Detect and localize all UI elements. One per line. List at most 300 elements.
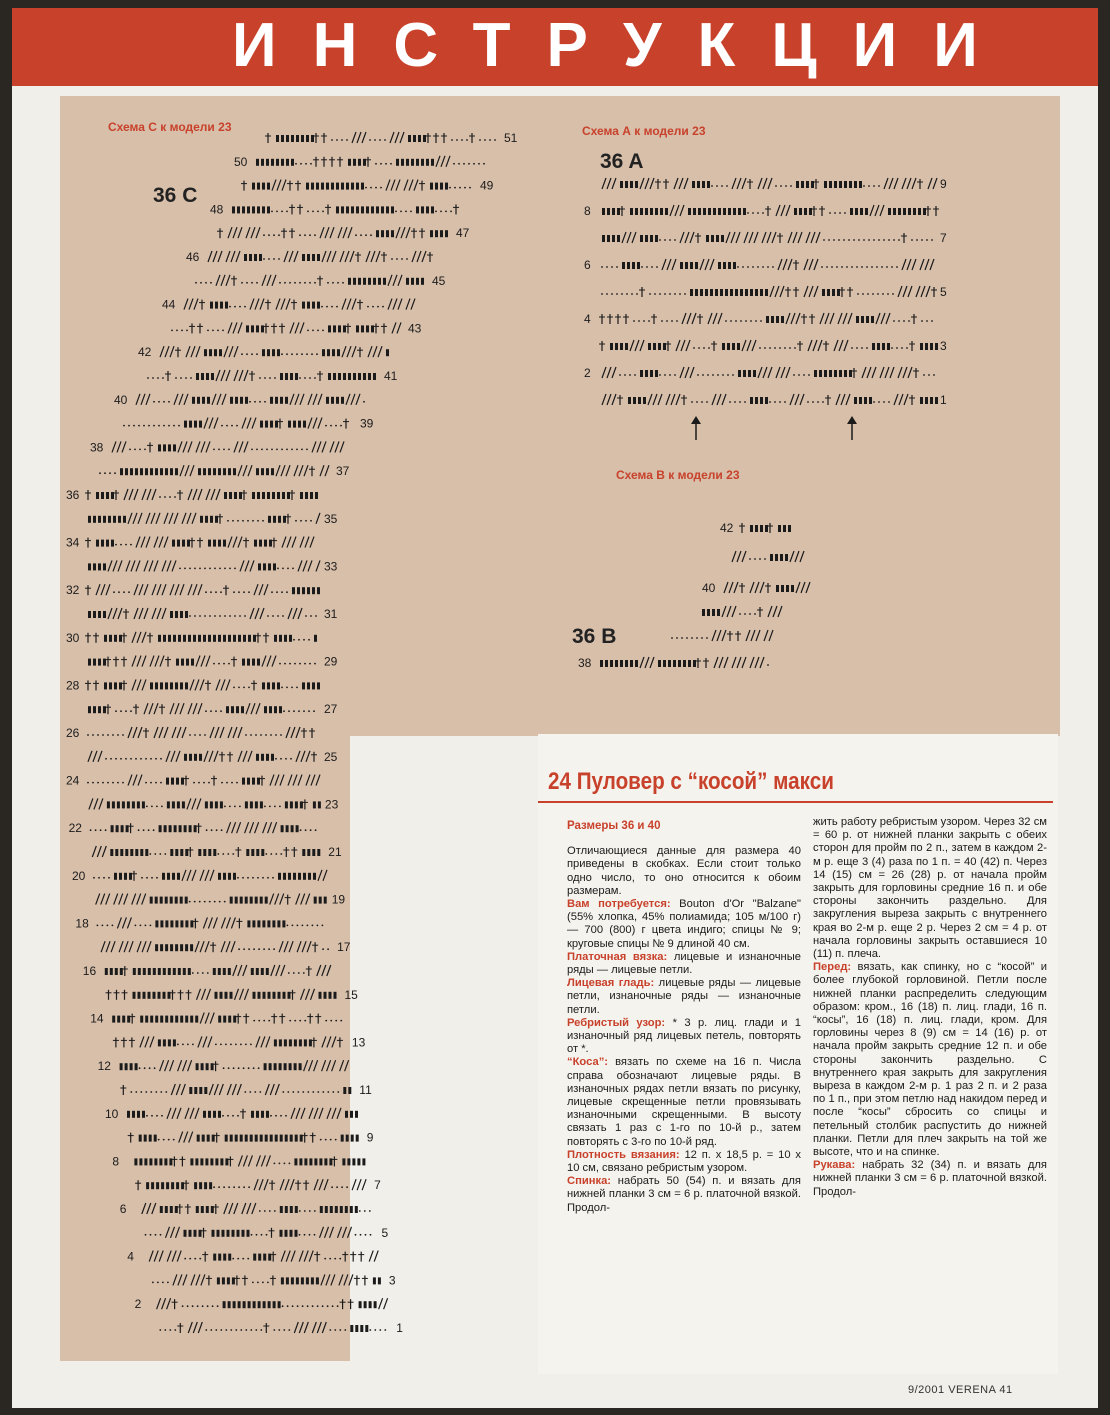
chart-dot: [745, 320, 747, 322]
chart-bar: [101, 540, 104, 547]
chart-stroke: [811, 232, 815, 243]
chart-bar: [208, 540, 211, 547]
chart-stroke: [261, 1155, 265, 1166]
chart-bar: [850, 208, 853, 215]
chart-bar: [335, 1206, 338, 1213]
row-number: 40: [702, 581, 716, 595]
chart-stroke: [612, 394, 616, 405]
chart-stroke: [226, 917, 230, 928]
chart-dot: [664, 293, 666, 295]
chart-bar: [175, 849, 178, 856]
chart-dot: [262, 877, 264, 879]
chart-dot: [147, 377, 149, 379]
chart-dot: [312, 1305, 314, 1307]
chart-stroke: [276, 299, 280, 310]
chart-bar: [353, 278, 356, 285]
chart-bar: [723, 208, 726, 215]
chart-bar: [935, 343, 938, 350]
paragraph-text: лицевые и изнаночные ряды — лицевые петли.: [567, 950, 801, 977]
chart-bar: [267, 206, 270, 213]
chart-bar: [228, 468, 231, 475]
chart-stroke: [884, 178, 888, 189]
chart-stroke: [296, 894, 300, 905]
chart-dot: [236, 425, 238, 427]
chart-bar: [284, 1063, 287, 1070]
chart-bar: [660, 208, 663, 215]
chart-bar: [273, 1301, 276, 1308]
chart-dot: [676, 320, 678, 322]
chart-dot: [150, 758, 152, 760]
chart-dot: [217, 853, 219, 855]
chart-bar: [663, 660, 666, 667]
chart-dot: [219, 615, 221, 617]
chart-stroke: [133, 775, 137, 786]
chart-dot: [150, 1234, 152, 1236]
chart-bar: [165, 1016, 168, 1023]
chart-stroke: [177, 727, 181, 738]
chart-bar: [378, 278, 381, 285]
chart-bar: [254, 540, 257, 547]
chart-stroke: [778, 606, 782, 617]
chart-stroke: [397, 322, 401, 333]
chart-stroke: [221, 679, 225, 690]
chart-stroke: [680, 367, 684, 378]
chart-bar: [310, 492, 313, 499]
chart-dot: [473, 163, 475, 165]
chart-stroke: [320, 1227, 324, 1238]
term-label: Платочная вязка:: [567, 950, 668, 963]
chart-stroke: [188, 1322, 192, 1333]
row-number: 8: [112, 1154, 120, 1169]
chart-bar: [227, 1277, 230, 1284]
chart-stroke: [203, 1036, 207, 1047]
chart-bar: [313, 801, 316, 808]
chart-dot: [335, 425, 337, 427]
chart-dot: [248, 948, 250, 950]
chart-bar: [188, 968, 191, 975]
chart-dot: [246, 282, 248, 284]
chart-bar: [262, 492, 265, 499]
chart-bar: [200, 1158, 203, 1165]
chart-stroke: [280, 775, 284, 786]
chart-bar: [396, 159, 399, 166]
row-number: 43: [408, 321, 422, 336]
chart-bar: [698, 208, 701, 215]
chart-bar: [243, 635, 246, 642]
chart-bar: [765, 289, 768, 296]
chart-bar: [801, 181, 804, 188]
chart-dot: [257, 1282, 259, 1284]
chart-dot: [238, 948, 240, 950]
chart-dot: [97, 734, 99, 736]
chart-dot: [139, 1067, 141, 1069]
chart-stroke: [607, 367, 611, 378]
chart-dot: [701, 401, 703, 403]
chart-dot: [217, 330, 219, 332]
chart-stroke: [167, 1251, 171, 1262]
chart-dot: [149, 853, 151, 855]
chart-dot: [239, 806, 241, 808]
chart-dot: [273, 948, 275, 950]
chart-bar: [280, 1135, 283, 1142]
chart-dot: [634, 374, 636, 376]
chart-dot: [245, 734, 247, 736]
chart-dot: [161, 1115, 163, 1117]
chart-bar: [114, 873, 117, 880]
chart-dot: [279, 806, 281, 808]
chart-bar: [755, 289, 758, 296]
chart-stroke: [198, 1322, 202, 1333]
chart-stroke: [332, 251, 336, 262]
chart-bar: [251, 325, 254, 332]
chart-stroke: [175, 703, 179, 714]
chart-dot: [253, 948, 255, 950]
chart-bar: [127, 1111, 130, 1118]
chart-bar: [416, 159, 419, 166]
chart-bar: [182, 540, 185, 547]
chart-dot: [193, 782, 195, 784]
chart-bar: [355, 1325, 358, 1332]
chart-bar: [139, 1135, 142, 1142]
row-number: 40: [114, 392, 128, 407]
chart-dot: [631, 293, 633, 295]
chart-bar: [247, 206, 250, 213]
chart-stroke: [296, 1108, 300, 1119]
chart-dot: [215, 591, 217, 593]
chart-stroke: [681, 340, 685, 351]
chart-bar: [213, 540, 216, 547]
chart-stroke: [650, 657, 654, 668]
chart-stroke: [254, 584, 258, 595]
chart-bar: [223, 635, 226, 642]
chart-bar: [256, 849, 259, 856]
chart-stroke: [804, 286, 808, 297]
chart-dot: [706, 401, 708, 403]
chart-dot: [898, 320, 900, 322]
chart-stroke: [162, 608, 166, 619]
chart-stroke: [217, 394, 221, 405]
chart-bar: [261, 849, 264, 856]
chart-bar: [271, 468, 274, 475]
chart-dot: [619, 374, 621, 376]
chart-dot: [243, 1067, 245, 1069]
chart-bar: [312, 302, 315, 309]
chart-dot: [173, 1139, 175, 1141]
chart-stroke: [312, 1322, 316, 1333]
chart-dot: [828, 239, 830, 241]
chart-bar: [198, 849, 201, 856]
chart-stroke: [340, 251, 344, 262]
article-column-right: [813, 816, 1047, 1199]
chart-dot: [289, 282, 291, 284]
chart-bar: [135, 468, 138, 475]
chart-stroke: [690, 367, 694, 378]
chart-bar: [272, 920, 275, 927]
chart-stroke: [886, 313, 890, 324]
chart-stroke: [245, 822, 249, 833]
chart-stroke: [113, 608, 117, 619]
chart-dot: [244, 306, 246, 308]
chart-bar: [356, 183, 359, 190]
chart-bar: [334, 992, 337, 999]
chart-dot: [739, 613, 741, 615]
chart-stroke: [813, 340, 817, 351]
chart-bar: [343, 1087, 346, 1094]
chart-stroke: [844, 340, 848, 351]
chart-stroke: [96, 894, 100, 905]
chart-bar: [760, 525, 763, 532]
chart-bar: [345, 1206, 348, 1213]
chart-dot: [159, 853, 161, 855]
chart-dot: [102, 782, 104, 784]
chart-dot: [293, 639, 295, 641]
right-paragraphs: [813, 816, 1047, 1199]
chart-bar: [236, 706, 239, 713]
chart-dot: [833, 239, 835, 241]
term-label: “Коса”:: [567, 1056, 609, 1069]
chart-dot: [194, 734, 196, 736]
chart-bar: [235, 897, 238, 904]
chart-stroke: [404, 180, 408, 191]
chart-dot: [163, 425, 165, 427]
chart-dot: [234, 306, 236, 308]
chart-dot: [888, 239, 890, 241]
chart-stroke: [174, 513, 178, 524]
chart-dot: [764, 558, 766, 560]
chart-bar: [160, 468, 163, 475]
chart-bar: [98, 516, 101, 523]
chart-stroke: [390, 132, 394, 143]
chart-bar: [180, 897, 183, 904]
chart-dot: [664, 239, 666, 241]
chart-dot: [278, 234, 280, 236]
chart-bar: [665, 208, 668, 215]
chart-stroke: [214, 418, 218, 429]
chart-dot: [190, 377, 192, 379]
chart-bar: [775, 554, 778, 561]
chart-bar: [207, 397, 210, 404]
chart-bar: [319, 897, 322, 904]
chart-dot: [298, 710, 300, 712]
chart-dot: [256, 449, 258, 451]
chart-dot: [194, 568, 196, 570]
chart-bar: [228, 1254, 231, 1261]
chart-bar: [175, 468, 178, 475]
chart-dot: [611, 266, 613, 268]
chart-stroke: [208, 917, 212, 928]
chart-stroke: [719, 657, 723, 668]
chart-dot: [177, 1044, 179, 1046]
chart-bar: [431, 159, 434, 166]
chart-dot: [226, 425, 228, 427]
chart-bar: [285, 373, 288, 380]
chart-stroke: [352, 346, 356, 357]
chart-dot: [326, 306, 328, 308]
chart-stroke: [165, 1060, 169, 1071]
chart-dot: [317, 1305, 319, 1307]
chart-stroke: [106, 941, 110, 952]
chart-dot: [273, 1329, 275, 1331]
chart-bar: [150, 682, 153, 689]
chart-stroke: [806, 582, 810, 593]
chart-stroke: [436, 156, 440, 167]
chart-stroke: [152, 489, 156, 500]
chart-dot: [649, 293, 651, 295]
chart-stroke: [207, 989, 211, 1000]
chart-dot: [140, 758, 142, 760]
chart-dot: [716, 185, 718, 187]
chart-stroke: [204, 751, 208, 762]
chart-stroke: [265, 1084, 269, 1095]
chart-stroke: [101, 584, 105, 595]
chart-stroke: [255, 299, 259, 310]
chart-bar: [261, 1111, 264, 1118]
chart-bar: [185, 611, 188, 618]
chart-bar: [130, 849, 133, 856]
chart-bar: [266, 968, 269, 975]
chart-stroke: [889, 178, 893, 189]
chart-stroke: [903, 367, 907, 378]
chart-bar: [640, 208, 643, 215]
chart-dot: [302, 1091, 304, 1093]
chart-dot: [240, 1044, 242, 1046]
scheme-b-label: 36 B: [572, 625, 617, 648]
chart-stroke: [398, 299, 402, 310]
chart-bar: [279, 706, 282, 713]
chart-stroke: [261, 1036, 265, 1047]
chart-dot: [708, 347, 710, 349]
chart-bar: [860, 208, 863, 215]
chart-dot: [606, 266, 608, 268]
chart-dot: [289, 1163, 291, 1165]
chart-stroke: [338, 1227, 342, 1238]
chart-bar: [445, 183, 448, 190]
chart-bar: [690, 289, 693, 296]
chart-stroke: [311, 775, 315, 786]
chart-bar: [232, 206, 235, 213]
chart-stroke: [287, 537, 291, 548]
chart-dot: [189, 615, 191, 617]
chart-bar: [160, 1016, 163, 1023]
chart-dot: [391, 258, 393, 260]
chart-bar: [224, 492, 227, 499]
chart-stroke: [275, 894, 279, 905]
chart-dot: [669, 293, 671, 295]
chart-bar: [228, 1301, 231, 1308]
chart-bar: [256, 968, 259, 975]
chart-bar: [267, 920, 270, 927]
chart-stroke: [294, 251, 298, 262]
chart-bar: [408, 135, 411, 142]
chart-dot: [284, 1163, 286, 1165]
chart-dot: [282, 568, 284, 570]
chart-bar: [771, 316, 774, 323]
chart-stroke: [162, 1298, 166, 1309]
chart-bar: [199, 754, 202, 761]
chart-dot: [325, 425, 327, 427]
chart-dot: [115, 758, 117, 760]
chart-dot: [241, 353, 243, 355]
chart-bar: [223, 1254, 226, 1261]
chart-dot: [280, 853, 282, 855]
chart-stroke: [119, 894, 123, 905]
chart-dot: [372, 306, 374, 308]
chart-bar: [299, 1063, 302, 1070]
chart-dot: [375, 163, 377, 165]
chart-stroke: [196, 656, 200, 667]
chart-bar: [242, 778, 245, 785]
chart-stroke: [175, 584, 179, 595]
chart-stroke: [160, 656, 164, 667]
chart-bar: [164, 825, 167, 832]
paragraph-text: вязать по схеме на 16 п. Числа справа обозначают лицевые ряды. В изнаночных рядах петли вязать по рисунку, лицевые скрещенные петли провязывать изнаночными скрещенными. В высоту связать 1 раз с 1-го по 10-й р., затем повторять с 3-го по 10-й ряд.: [567, 1056, 801, 1148]
chart-dot: [251, 1234, 253, 1236]
chart-bar: [246, 325, 249, 332]
chart-dot: [626, 293, 628, 295]
chart-bar: [269, 706, 272, 713]
chart-dot: [271, 211, 273, 213]
chart-dot: [107, 734, 109, 736]
chart-bar: [218, 873, 221, 880]
chart-bar: [258, 1301, 261, 1308]
chart-bar: [286, 825, 289, 832]
chart-dot: [843, 239, 845, 241]
chart-bar: [358, 373, 361, 380]
chart-bar: [282, 492, 285, 499]
chart-stroke: [327, 965, 331, 976]
chart-stroke: [313, 418, 317, 429]
chart-dot: [199, 615, 201, 617]
chart-dot: [249, 1091, 251, 1093]
chart-dot: [341, 1186, 343, 1188]
chart-bar: [173, 635, 176, 642]
chart-dot: [478, 163, 480, 165]
chart-bar: [168, 968, 171, 975]
chart-dot: [156, 877, 158, 879]
chart-dot: [270, 734, 272, 736]
chart-stroke: [190, 679, 194, 690]
row-number: 38: [578, 656, 592, 670]
chart-bar: [304, 1039, 307, 1046]
row-number: 27: [324, 702, 338, 717]
chart-dot: [218, 663, 220, 665]
chart-stroke: [332, 1108, 336, 1119]
chart-bar: [158, 444, 161, 451]
chart-bar: [192, 397, 195, 404]
chart-stroke: [147, 941, 151, 952]
chart-bar: [165, 468, 168, 475]
chart-bar: [199, 1087, 202, 1094]
chart-stroke: [172, 560, 176, 571]
chart-stroke: [156, 513, 160, 524]
row-number: 10: [105, 1106, 119, 1121]
chart-stroke: [267, 275, 271, 286]
chart-dot: [165, 1091, 167, 1093]
chart-stroke: [930, 259, 934, 270]
chart-dot: [322, 1305, 324, 1307]
chart-stroke: [670, 205, 674, 216]
chart-dot: [336, 139, 338, 141]
chart-dot: [228, 663, 230, 665]
chart-bar: [285, 397, 288, 404]
chart-dot: [309, 663, 311, 665]
chart-stroke: [680, 205, 684, 216]
chart-dot: [115, 544, 117, 546]
chart-dot: [207, 972, 209, 974]
chart-bar: [166, 778, 169, 785]
chart-bar: [185, 944, 188, 951]
chart-bar: [201, 373, 204, 380]
